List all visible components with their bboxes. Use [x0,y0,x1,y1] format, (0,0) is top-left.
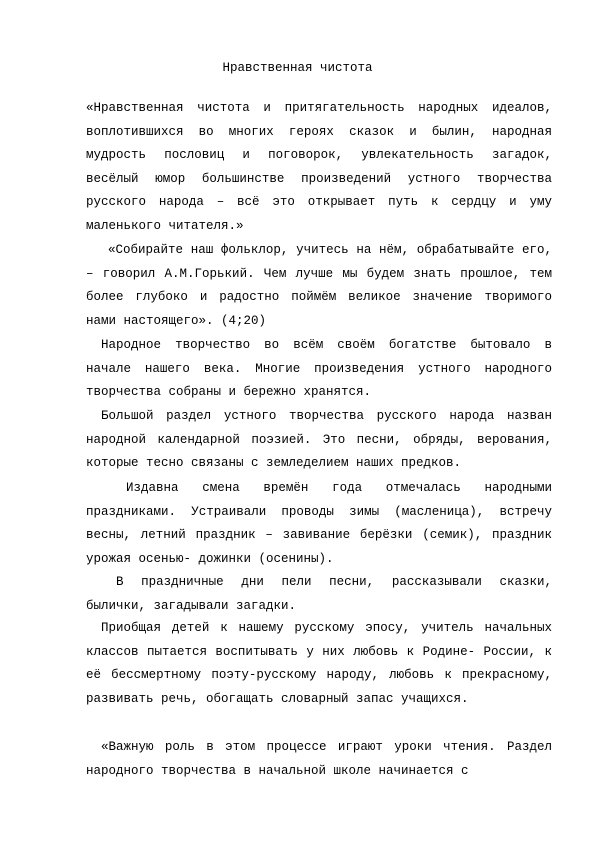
paragraph-holidays [86,571,552,618]
paragraph-folk-creativity [86,334,552,405]
paragraph-text: «Важную роль в этом процессе играют уроки чтения. Раздел народного творчества в начальной школе начинается с [86,740,552,778]
paragraph-teacher [86,617,552,711]
paragraph-text: В праздничные дни пели песни, рассказывали сказки, былички, загадывали загадки. [86,575,552,613]
paragraph-calendar-poetry [86,405,552,476]
page-title: Нравственная чистота [222,61,373,75]
paragraph-text: Издавна смена времён года отмечалась народными праздниками. Устраивали проводы зимы (масленица), встречу весны, летний праздник – завивание берёзки (семик), праздник урожая осенью- дожинки (осенины). [86,481,552,566]
paragraph-text: Большой раздел устного творчества русского народа назван народной календарной поэзией. Это песни, обряды, верования, которые тесно связаны с земледелием наших предков. [86,409,552,471]
paragraph-seasons [86,477,552,571]
paragraph-gorky-quote [86,239,552,333]
paragraph-text: «Собирайте наш фольклор, учитесь на нём, обрабатывайте его, – говорил А.М.Горький. Чем лучше мы будем знать прошлое, тем более глубоко и радостно поймём великое значение творимого нами настоящего». (4;20) [86,243,552,328]
paragraph-reading-lessons [86,736,552,783]
paragraph-text: Приобщая детей к нашему русскому эпосу, учитель начальных классов пытается воспитывать у них любовь к Родине- России, к её бессмертному поэту-русскому народу, любовь к прекрасному, развивать речь, обогащать словарный запас учащихся. [86,621,552,706]
paragraph-quote-intro [86,97,552,239]
paragraph-text: «Нравственная чистота и притягательность народных идеалов, воплотившихся во многих героях сказок и былин, народная мудрость пословиц и поговорок, увлекательность загадок, весёлый юмор большинстве произведений устного творчества русского народа – всё это открывает путь к сердцу и уму маленького читателя.» [86,101,552,233]
paragraph-text: Народное творчество во всём своём богатстве бытовало в начале нашего века. Многие произведения устного народного творчества собраны и бережно хранятся. [86,338,552,400]
